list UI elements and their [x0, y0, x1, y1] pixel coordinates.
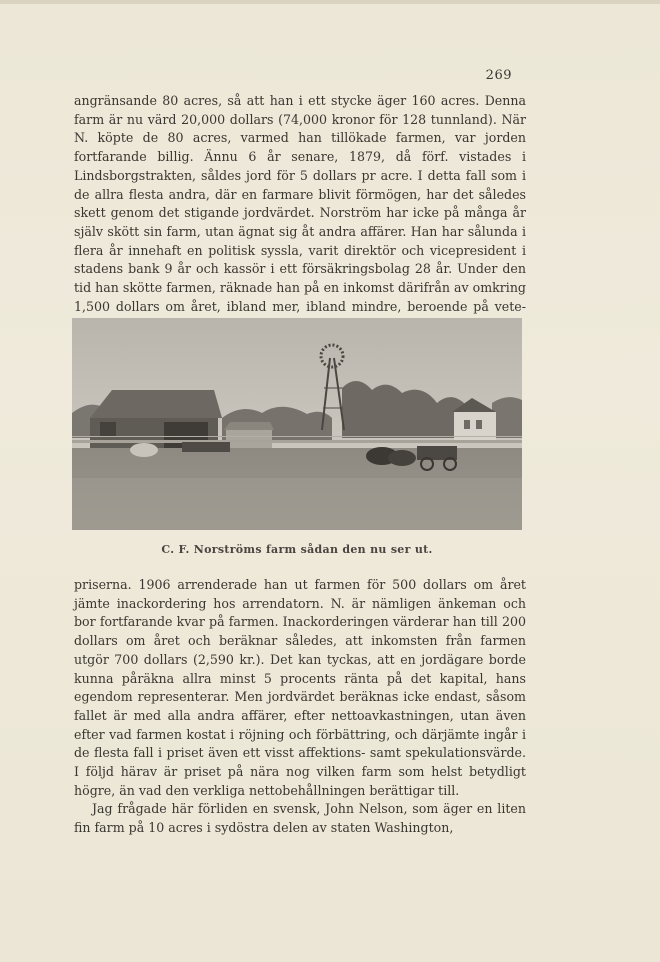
page-edge [0, 0, 660, 4]
photo-caption: C. F. Norströms farm sådan den nu ser ut. [161, 543, 433, 556]
body-text-top [74, 92, 526, 335]
page-number: 269 [485, 68, 512, 83]
paragraph: angränsande 80 acres, så att han i ett stycke äger 160 acres. Denna farm är nu värd 20,000 dollars (74,000 kronor för 128 tunnland). När N. köpte de 80 acres, varmed han tillökade farmen, var jorden fortfarande billig. Ännu 6 år senare, 1879, då förf. vistades i Lindsborgstrakten, såldes jord för 5 dollars pr acre. I detta fall som i de allra flesta andra, där en farmare blivit förmögen, har det således skett genom det stigande jordvärdet. Norström har icke på många år själv skött sin farm, utan ägnat sig åt andra affärer. Han har sålunda i flera år innehaft en politisk syssla, varit direktör och vicepresident i stadens bank 9 år och kassör i ett försäkringsbolag 28 år. Under den tid han skötte farmen, räknade han på en inkomst därifrån av omkring 1,500 dollars om året, ibland mer, ibland mindre, beroende på vete- [74, 93, 526, 314]
farm-photograph [72, 318, 522, 530]
body-text-bottom [74, 576, 526, 838]
paragraph: Jag frågade här förliden en svensk, John Nelson, som äger en liten fin farm på 10 acres i sydöstra delen av staten Washington, [74, 801, 526, 836]
paragraph: priserna. 1906 arrenderade han ut farmen för 500 dollars om året jämte inackordering hos arrendatorn. N. är nämligen änkeman och bor fortfarande kvar på farmen. Inackorderingen värderar han till 200 dollars om året och beräknar således, att inkomsten från farmen utgör 700 dollars (2,590 kr.). Det kan tyckas, att en jordägare borde kunna påräkna allra minst 5 procents ränta på det kapital, hans egendom representerar. Men jordvärdet beräknas icke endast, såsom fallet är med alla andra affärer, efter nettoavkastningen, utan även efter vad farmen kostat i röjning och förbättring, och därjämte ingår i de flesta fall i priset även ett visst affektions- samt spekulationsvärde. I följd härav är priset på nära nog vilken farm som helst betydligt högre, än vad den verkliga nettobehållningen berättigar till. [74, 577, 526, 798]
